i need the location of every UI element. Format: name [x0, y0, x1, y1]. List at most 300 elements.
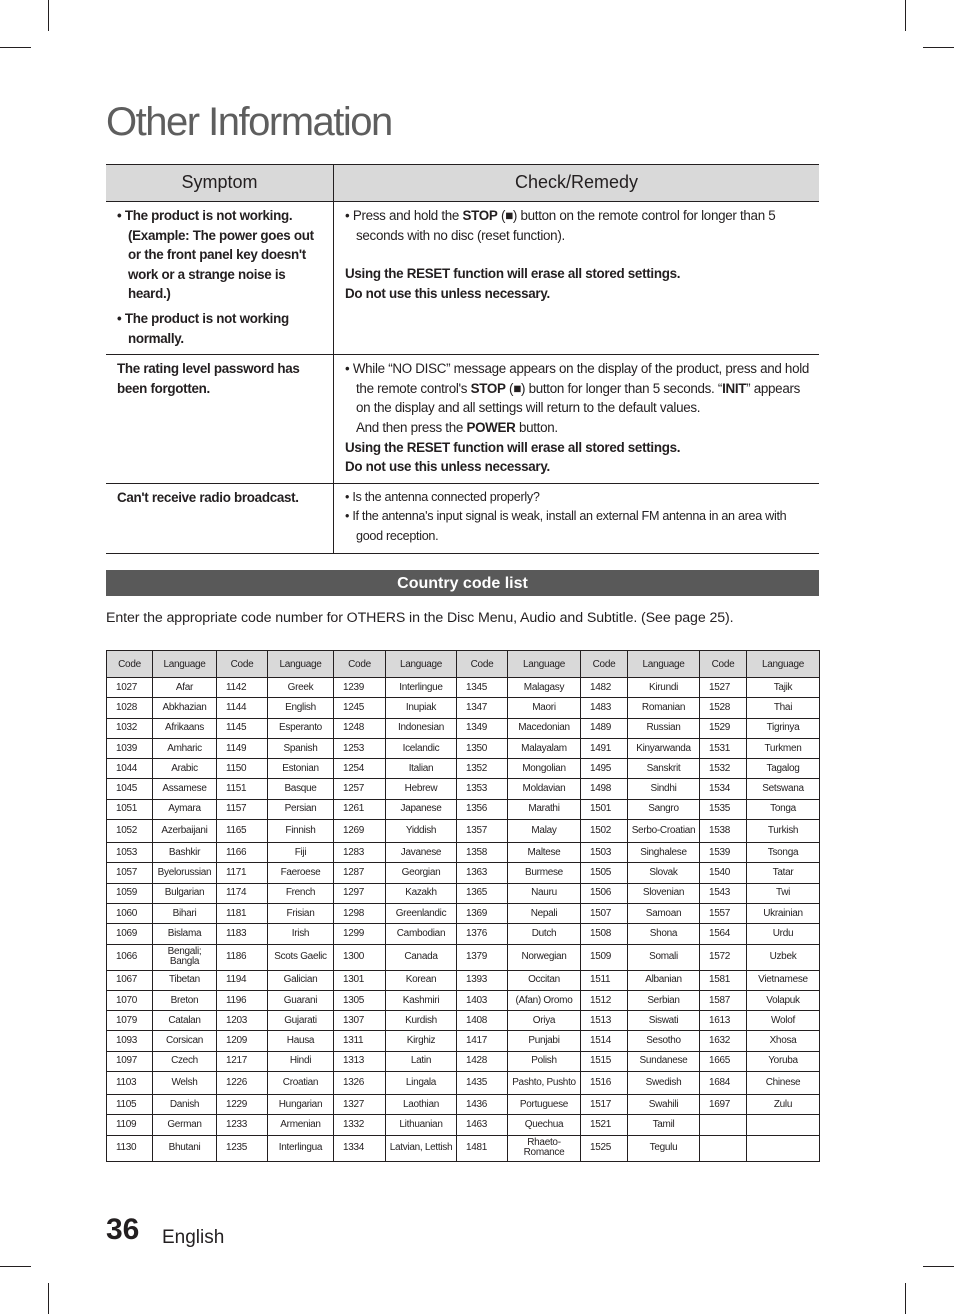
code-cell: 1345	[457, 678, 508, 698]
language-cell: Afar	[153, 678, 217, 698]
language-cell: Catalan	[153, 1011, 217, 1031]
code-cell: 1039	[107, 738, 153, 758]
code-cell: 1482	[581, 678, 628, 698]
language-cell: Esperanto	[268, 718, 334, 738]
intro-text: Enter the appropriate code number for OTHERS in the Disc Menu, Audio and Subtitle. (See page 25).	[106, 610, 734, 626]
code-cell: 1581	[700, 970, 747, 990]
code-cell: 1052	[107, 820, 153, 843]
crop-mark	[923, 47, 954, 48]
table-row	[107, 990, 820, 1010]
language-cell: Nepali	[508, 903, 581, 923]
language-cell: Bulgarian	[153, 883, 217, 903]
language-cell: Serbian	[628, 990, 700, 1010]
language-cell: Japanese	[386, 799, 457, 819]
language-cell: Afrikaans	[153, 718, 217, 738]
language-cell: Hausa	[268, 1031, 334, 1051]
table-row	[107, 863, 820, 883]
language-column-header: Language	[508, 651, 581, 678]
language-cell: Yiddish	[386, 820, 457, 843]
language-cell: Finnish	[268, 820, 334, 843]
language-cell: Vietnamese	[747, 970, 820, 990]
language-cell: Thai	[747, 698, 820, 718]
code-cell: 1209	[217, 1031, 268, 1051]
language-cell: Sesotho	[628, 1031, 700, 1051]
symptom-cell: The rating level password has been forgotten.	[106, 355, 334, 484]
code-cell: 1513	[581, 1011, 628, 1031]
code-cell: 1428	[457, 1051, 508, 1071]
code-cell: 1697	[700, 1095, 747, 1115]
language-cell: Gujarati	[268, 1011, 334, 1031]
code-cell: 1027	[107, 678, 153, 698]
language-cell: Swedish	[628, 1072, 700, 1095]
table-row	[107, 1031, 820, 1051]
code-cell: 1557	[700, 903, 747, 923]
code-cell: 1194	[217, 970, 268, 990]
table-row	[107, 698, 820, 718]
code-cell: 1514	[581, 1031, 628, 1051]
code-cell: 1535	[700, 799, 747, 819]
symptom-cell	[106, 202, 334, 355]
code-cell: 1130	[107, 1135, 153, 1161]
code-column-header: Code	[107, 651, 153, 678]
language-cell: Turkish	[747, 820, 820, 843]
code-cell: 1512	[581, 990, 628, 1010]
table-row	[107, 799, 820, 819]
language-cell: Italian	[386, 759, 457, 779]
code-cell: 1142	[217, 678, 268, 698]
code-cell: 1525	[581, 1135, 628, 1161]
language-cell: Maltese	[508, 843, 581, 863]
language-cell: Rhaeto-Romance	[508, 1135, 581, 1161]
code-cell: 1613	[700, 1011, 747, 1031]
code-cell: 1196	[217, 990, 268, 1010]
crop-mark	[923, 1266, 954, 1267]
language-cell: Twi	[747, 883, 820, 903]
table-row	[107, 718, 820, 738]
country-code-table	[106, 650, 820, 1162]
table-row	[106, 483, 819, 553]
language-cell: Nauru	[508, 883, 581, 903]
language-cell: Dutch	[508, 924, 581, 944]
language-cell: Zulu	[747, 1095, 820, 1115]
crop-mark	[905, 0, 906, 31]
language-cell: Mongolian	[508, 759, 581, 779]
code-cell: 1297	[334, 883, 386, 903]
language-cell: Siswati	[628, 1011, 700, 1031]
code-cell: 1059	[107, 883, 153, 903]
language-cell: Maori	[508, 698, 581, 718]
code-cell: 1349	[457, 718, 508, 738]
language-cell: Interlingua	[268, 1135, 334, 1161]
language-cell: Samoan	[628, 903, 700, 923]
code-cell: 1226	[217, 1072, 268, 1095]
language-cell: Malayalam	[508, 738, 581, 758]
code-cell: 1665	[700, 1051, 747, 1071]
language-cell: Hindi	[268, 1051, 334, 1071]
language-cell: Bislama	[153, 924, 217, 944]
code-cell: 1145	[217, 718, 268, 738]
language-cell: Indonesian	[386, 718, 457, 738]
language-cell: Assamese	[153, 779, 217, 799]
code-cell: 1070	[107, 990, 153, 1010]
table-row	[107, 944, 820, 970]
code-cell: 1491	[581, 738, 628, 758]
code-cell: 1481	[457, 1135, 508, 1161]
table-row	[107, 883, 820, 903]
language-cell: Bihari	[153, 903, 217, 923]
list-item: • The product is not working normally.	[117, 310, 289, 346]
language-cell: Portuguese	[508, 1095, 581, 1115]
language-cell: Azerbaijani	[153, 820, 217, 843]
language-cell: Byelorussian	[153, 863, 217, 883]
language-cell: Quechua	[508, 1115, 581, 1135]
warning-text: Using the RESET function will erase all stored settings.	[345, 266, 681, 282]
language-cell: German	[153, 1115, 217, 1135]
language-cell: Romanian	[628, 698, 700, 718]
language-cell: Shona	[628, 924, 700, 944]
code-cell: 1233	[217, 1115, 268, 1135]
code-cell: 1269	[334, 820, 386, 843]
language-cell: Setswana	[747, 779, 820, 799]
code-cell: 1311	[334, 1031, 386, 1051]
language-column-header: Language	[386, 651, 457, 678]
code-cell: 1353	[457, 779, 508, 799]
table-row	[107, 738, 820, 758]
table-row	[107, 1011, 820, 1031]
code-cell: 1529	[700, 718, 747, 738]
code-cell: 1543	[700, 883, 747, 903]
list-item: • While “NO DISC” message appears on the display of the product, press and hold the remote control's STOP (■) button for longer than 5 seconds. “INIT” appears on the display and all settings will return to the default values. And then press the POWER button.	[345, 361, 810, 435]
language-cell: Russian	[628, 718, 700, 738]
language-cell: French	[268, 883, 334, 903]
code-cell: 1144	[217, 698, 268, 718]
code-cell: 1332	[334, 1115, 386, 1135]
code-cell: 1248	[334, 718, 386, 738]
symptom-header: Symptom	[106, 165, 334, 202]
symptom-cell: Can't receive radio broadcast.	[106, 483, 334, 553]
code-cell: 1217	[217, 1051, 268, 1071]
language-cell: Swahili	[628, 1095, 700, 1115]
language-cell: Sindhi	[628, 779, 700, 799]
code-column-header: Code	[581, 651, 628, 678]
language-cell: Turkmen	[747, 738, 820, 758]
code-cell: 1253	[334, 738, 386, 758]
crop-mark	[48, 0, 49, 31]
code-cell: 1539	[700, 843, 747, 863]
language-cell: Breton	[153, 990, 217, 1010]
code-cell: 1327	[334, 1095, 386, 1115]
table-row	[106, 202, 819, 355]
language-cell: Hungarian	[268, 1095, 334, 1115]
language-cell: Kurdish	[386, 1011, 457, 1031]
crop-mark	[0, 1266, 31, 1267]
language-cell: Frisian	[268, 903, 334, 923]
code-cell: 1503	[581, 843, 628, 863]
code-cell: 1313	[334, 1051, 386, 1071]
code-cell: 1632	[700, 1031, 747, 1051]
crop-mark	[48, 1283, 49, 1314]
language-cell: Interlingue	[386, 678, 457, 698]
code-cell: 1067	[107, 970, 153, 990]
language-cell: Fiji	[268, 843, 334, 863]
code-cell: 1435	[457, 1072, 508, 1095]
code-cell: 1103	[107, 1072, 153, 1095]
language-cell: (Afan) Oromo	[508, 990, 581, 1010]
table-row	[107, 970, 820, 990]
code-cell: 1105	[107, 1095, 153, 1115]
language-cell: Croatian	[268, 1072, 334, 1095]
table-row	[107, 1095, 820, 1115]
troubleshooting-table	[106, 164, 819, 554]
code-cell: 1079	[107, 1011, 153, 1031]
code-cell: 1171	[217, 863, 268, 883]
footer-language: English	[162, 1227, 225, 1248]
language-cell: Kinyarwanda	[628, 738, 700, 758]
code-cell: 1393	[457, 970, 508, 990]
code-cell: 1053	[107, 843, 153, 863]
code-cell: 1369	[457, 903, 508, 923]
language-cell: English	[268, 698, 334, 718]
code-cell: 1203	[217, 1011, 268, 1031]
code-cell: 1069	[107, 924, 153, 944]
code-cell	[700, 1135, 747, 1161]
language-cell: Oriya	[508, 1011, 581, 1031]
code-column-header: Code	[700, 651, 747, 678]
table-row	[107, 759, 820, 779]
language-cell: Sanskrit	[628, 759, 700, 779]
language-cell: Bengali; Bangla	[153, 944, 217, 970]
code-cell: 1572	[700, 944, 747, 970]
table-row	[107, 1115, 820, 1135]
code-cell: 1032	[107, 718, 153, 738]
language-cell: Basque	[268, 779, 334, 799]
page-number: 36	[106, 1213, 140, 1246]
warning-text: Do not use this unless necessary.	[345, 285, 550, 301]
code-cell: 1307	[334, 1011, 386, 1031]
language-cell: Chinese	[747, 1072, 820, 1095]
table-row	[107, 1072, 820, 1095]
language-cell: Ukrainian	[747, 903, 820, 923]
table-header-row	[107, 651, 820, 678]
language-column-header: Language	[628, 651, 700, 678]
language-column-header: Language	[747, 651, 820, 678]
code-cell: 1521	[581, 1115, 628, 1135]
code-cell: 1350	[457, 738, 508, 758]
language-cell: Volapuk	[747, 990, 820, 1010]
code-cell: 1174	[217, 883, 268, 903]
table-row	[107, 1051, 820, 1071]
list-item: • Is the antenna connected properly?	[345, 489, 540, 504]
language-cell: Slovak	[628, 863, 700, 883]
list-item: • The product is not working. (Example: The power goes out or the front panel key doesn't work or a strange noise is heard.)	[117, 208, 314, 302]
code-cell: 1149	[217, 738, 268, 758]
language-cell: Kazakh	[386, 883, 457, 903]
language-cell: Punjabi	[508, 1031, 581, 1051]
code-cell: 1261	[334, 799, 386, 819]
language-cell: Estonian	[268, 759, 334, 779]
code-cell: 1403	[457, 990, 508, 1010]
language-cell: Tibetan	[153, 970, 217, 990]
language-cell: Occitan	[508, 970, 581, 990]
language-cell: Tigrinya	[747, 718, 820, 738]
language-cell: Czech	[153, 1051, 217, 1071]
language-cell: Canada	[386, 944, 457, 970]
code-cell: 1028	[107, 698, 153, 718]
code-cell: 1254	[334, 759, 386, 779]
code-cell: 1417	[457, 1031, 508, 1051]
language-cell: Georgian	[386, 863, 457, 883]
language-cell: Tsonga	[747, 843, 820, 863]
language-cell: Macedonian	[508, 718, 581, 738]
code-cell: 1057	[107, 863, 153, 883]
code-cell: 1347	[457, 698, 508, 718]
code-cell: 1501	[581, 799, 628, 819]
language-cell: Kirundi	[628, 678, 700, 698]
language-cell: Aymara	[153, 799, 217, 819]
code-cell: 1495	[581, 759, 628, 779]
code-cell: 1436	[457, 1095, 508, 1115]
language-cell: Hebrew	[386, 779, 457, 799]
warning-text: Do not use this unless necessary.	[345, 459, 550, 475]
language-cell: Icelandic	[386, 738, 457, 758]
code-cell: 1045	[107, 779, 153, 799]
crop-mark	[905, 1283, 906, 1314]
language-cell: Laothian	[386, 1095, 457, 1115]
language-cell: Abkhazian	[153, 698, 217, 718]
code-cell: 1531	[700, 738, 747, 758]
code-cell: 1097	[107, 1051, 153, 1071]
language-cell: Singhalese	[628, 843, 700, 863]
code-cell: 1483	[581, 698, 628, 718]
code-cell: 1517	[581, 1095, 628, 1115]
code-cell: 1376	[457, 924, 508, 944]
code-cell: 1511	[581, 970, 628, 990]
language-cell: Tegulu	[628, 1135, 700, 1161]
language-cell: Kashmiri	[386, 990, 457, 1010]
section-heading: Country code list	[106, 570, 819, 596]
code-cell: 1305	[334, 990, 386, 1010]
language-cell: Wolof	[747, 1011, 820, 1031]
language-cell: Armenian	[268, 1115, 334, 1135]
language-cell: Arabic	[153, 759, 217, 779]
language-cell: Persian	[268, 799, 334, 819]
code-column-header: Code	[457, 651, 508, 678]
code-cell: 1300	[334, 944, 386, 970]
language-column-header: Language	[153, 651, 217, 678]
code-cell: 1502	[581, 820, 628, 843]
language-cell: Javanese	[386, 843, 457, 863]
language-cell: Pashto, Pushto	[508, 1072, 581, 1095]
code-cell: 1298	[334, 903, 386, 923]
code-cell: 1150	[217, 759, 268, 779]
code-cell: 1515	[581, 1051, 628, 1071]
code-cell: 1151	[217, 779, 268, 799]
language-cell: Sundanese	[628, 1051, 700, 1071]
code-cell: 1181	[217, 903, 268, 923]
list-item: • If the antenna's input signal is weak, install an external FM antenna in an area with good reception.	[345, 509, 787, 543]
language-cell: Xhosa	[747, 1031, 820, 1051]
page-title: Other Information	[106, 100, 392, 144]
code-cell: 1334	[334, 1135, 386, 1161]
code-cell	[700, 1115, 747, 1135]
language-cell: Tatar	[747, 863, 820, 883]
code-cell: 1516	[581, 1072, 628, 1095]
language-cell: Amharic	[153, 738, 217, 758]
language-cell: Uzbek	[747, 944, 820, 970]
language-cell: Latin	[386, 1051, 457, 1071]
code-cell: 1257	[334, 779, 386, 799]
code-cell: 1540	[700, 863, 747, 883]
language-cell: Irish	[268, 924, 334, 944]
code-cell: 1507	[581, 903, 628, 923]
table-row	[106, 355, 819, 484]
code-cell: 1229	[217, 1095, 268, 1115]
code-cell: 1093	[107, 1031, 153, 1051]
table-row	[107, 903, 820, 923]
language-cell: Marathi	[508, 799, 581, 819]
code-cell: 1528	[700, 698, 747, 718]
language-cell: Slovenian	[628, 883, 700, 903]
language-cell: Bhutani	[153, 1135, 217, 1161]
language-cell: Spanish	[268, 738, 334, 758]
language-cell: Tonga	[747, 799, 820, 819]
language-cell: Latvian, Lettish	[386, 1135, 457, 1161]
code-cell: 1532	[700, 759, 747, 779]
language-column-header: Language	[268, 651, 334, 678]
language-cell: Greenlandic	[386, 903, 457, 923]
remedy-cell	[334, 483, 820, 553]
code-cell: 1506	[581, 883, 628, 903]
code-column-header: Code	[217, 651, 268, 678]
code-cell: 1538	[700, 820, 747, 843]
code-cell: 1239	[334, 678, 386, 698]
language-cell: Tagalog	[747, 759, 820, 779]
code-cell: 1166	[217, 843, 268, 863]
language-cell: Malay	[508, 820, 581, 843]
language-cell: Guarani	[268, 990, 334, 1010]
language-cell: Albanian	[628, 970, 700, 990]
language-cell: Scots Gaelic	[268, 944, 334, 970]
list-item: • Press and hold the STOP (■) button on the remote control for longer than 5 seconds with no disc (reset function).	[345, 208, 776, 243]
code-cell: 1283	[334, 843, 386, 863]
code-cell: 1363	[457, 863, 508, 883]
language-cell: Urdu	[747, 924, 820, 944]
table-row	[107, 678, 820, 698]
code-cell: 1326	[334, 1072, 386, 1095]
remedy-cell	[334, 355, 820, 484]
code-cell: 1489	[581, 718, 628, 738]
language-cell: Norwegian	[508, 944, 581, 970]
code-cell: 1186	[217, 944, 268, 970]
code-cell: 1060	[107, 903, 153, 923]
code-cell: 1183	[217, 924, 268, 944]
code-cell: 1358	[457, 843, 508, 863]
code-cell: 1109	[107, 1115, 153, 1135]
code-cell: 1408	[457, 1011, 508, 1031]
language-cell: Moldavian	[508, 779, 581, 799]
table-row	[107, 1135, 820, 1161]
code-cell: 1564	[700, 924, 747, 944]
language-cell: Tajik	[747, 678, 820, 698]
code-cell: 1534	[700, 779, 747, 799]
language-cell: Korean	[386, 970, 457, 990]
code-cell: 1287	[334, 863, 386, 883]
code-cell: 1299	[334, 924, 386, 944]
warning-text: Using the RESET function will erase all stored settings.	[345, 439, 681, 455]
code-cell: 1509	[581, 944, 628, 970]
language-cell: Lingala	[386, 1072, 457, 1095]
table-row	[107, 779, 820, 799]
